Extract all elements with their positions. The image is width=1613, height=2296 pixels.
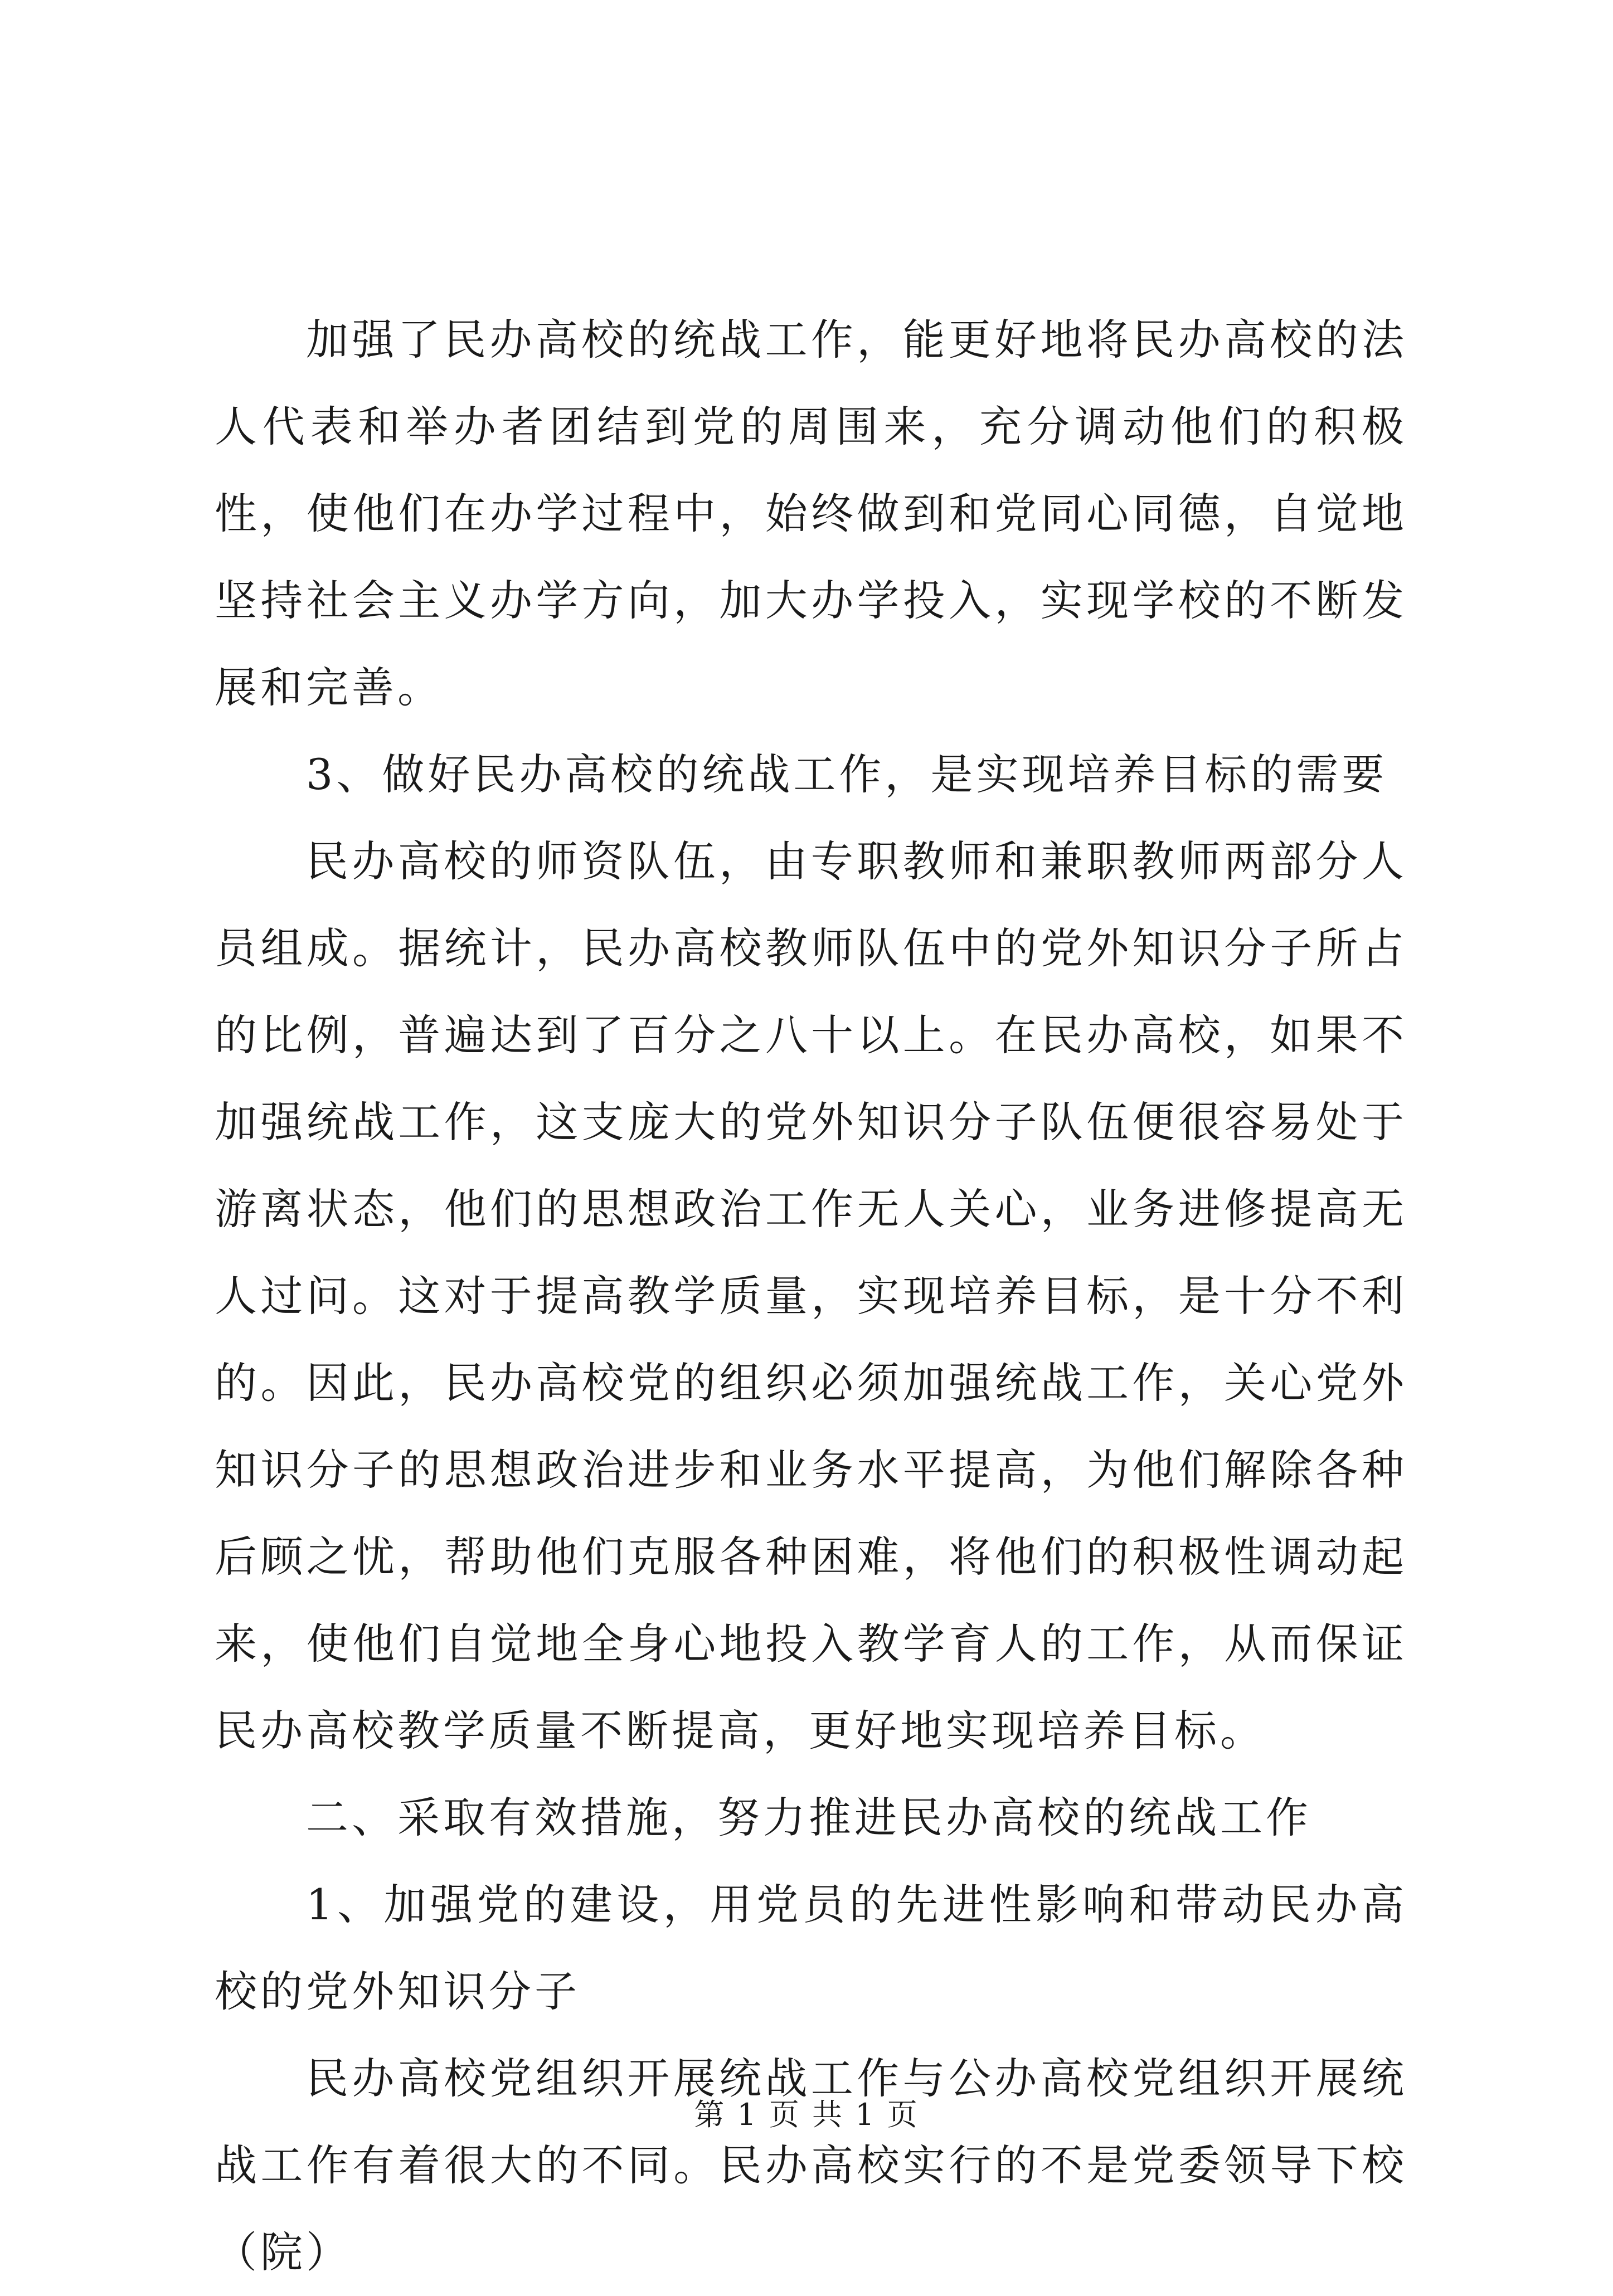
- section-subheading: 3、做好民办高校的统战工作，是实现培养目标的需要: [306, 750, 1388, 799]
- section-subheading: 1、加强党的建设，用党员的先进性影响和带动民办高校的党外知识分子: [215, 1880, 1407, 2016]
- body-paragraph: 民办高校党组织开展统战工作与公办高校党组织开展统战工作有着很大的不同。民办高校实行的不是党委领导下校（院）: [215, 2054, 1407, 2277]
- document-body: [215, 296, 1407, 2296]
- page-footer: [0, 2093, 1613, 2137]
- section-heading: 二、采取有效措施，努力推进民办高校的统战工作: [306, 1793, 1311, 1842]
- body-paragraph: 加强了民办高校的统战工作，能更好地将民办高校的法人代表和举办者团结到党的周围来，充分调动他们的积极性，使他们在办学过程中，始终做到和党同心同德，自觉地坚持社会主义办学方向，加大办学投入，实现学校的不断发展和完善。: [215, 315, 1407, 712]
- page-number-label: 第 1 页 共 1 页: [694, 2097, 919, 2132]
- body-paragraph: 民办高校的师资队伍，由专职教师和兼职教师两部分人员组成。据统计，民办高校教师队伍中的党外知识分子所占的比例，普遍达到了百分之八十以上。在民办高校，如果不加强统战工作，这支庞大的党外知识分子队伍便很容易处于游离状态，他们的思想政治工作无人关心，业务进修提高无人过问。这对于提高教学质量，实现培养目标，是十分不利的。因此，民办高校党的组织必须加强统战工作，关心党外知识分子的思想政治进步和业务水平提高，为他们解除各种后顾之忧，帮助他们克服各种困难，将他们的积极性调动起来，使他们自觉地全身心地投入教学育人的工作，从而保证民办高校教学质量不断提高，更好地实现培养目标。: [215, 836, 1407, 1755]
